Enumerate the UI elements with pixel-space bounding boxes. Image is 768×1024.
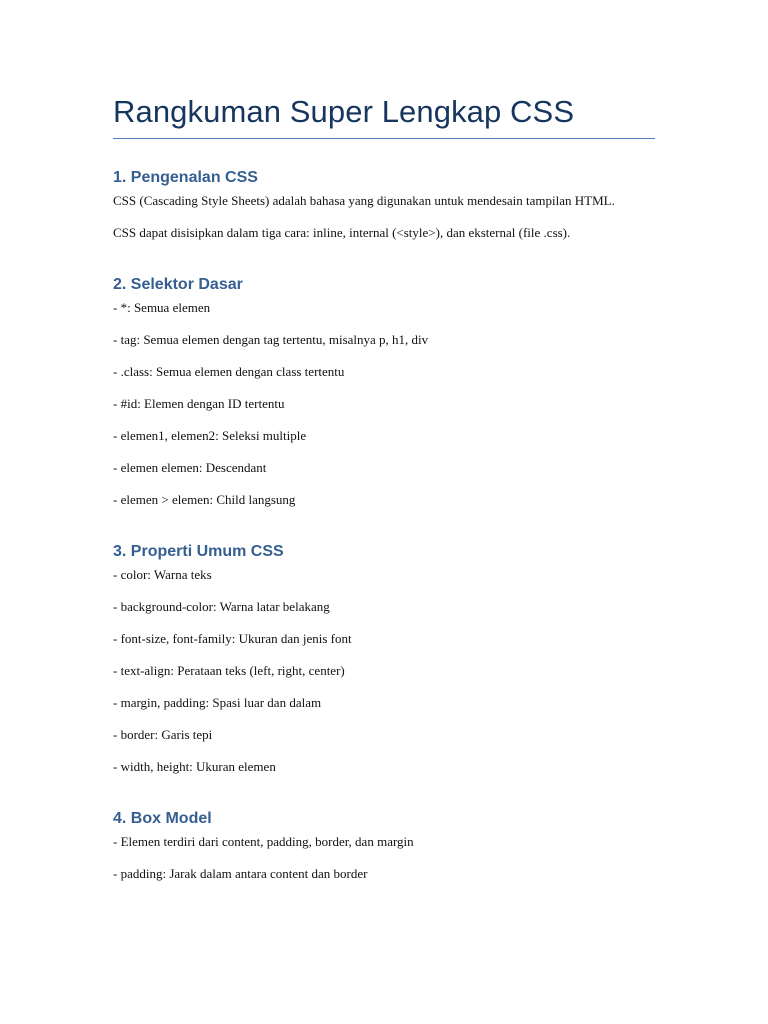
list-item: - margin, padding: Spasi luar dan dalam bbox=[113, 695, 322, 710]
list-item: - #id: Elemen dengan ID tertentu bbox=[113, 396, 285, 411]
section-box-model bbox=[113, 809, 655, 884]
section-heading: 3. Properti Umum CSS bbox=[113, 543, 284, 560]
list-item: - color: Warna teks bbox=[113, 567, 212, 582]
list-item: - elemen > elemen: Child langsung bbox=[113, 492, 296, 507]
section-heading: 4. Box Model bbox=[113, 810, 212, 827]
list-item: - .class: Semua elemen dengan class tertentu bbox=[113, 364, 345, 379]
list-item: - Elemen terdiri dari content, padding, border, dan margin bbox=[113, 834, 414, 849]
section-heading: 2. Selektor Dasar bbox=[113, 276, 243, 293]
list-item: - font-size, font-family: Ukuran dan jenis font bbox=[113, 631, 352, 646]
section-selektor-dasar bbox=[113, 275, 655, 510]
section-heading: 1. Pengenalan CSS bbox=[113, 169, 258, 186]
list-item: - text-align: Perataan teks (left, right, center) bbox=[113, 663, 345, 678]
section-properti-umum-css bbox=[113, 542, 655, 777]
list-item: - elemen1, elemen2: Seleksi multiple bbox=[113, 428, 307, 443]
list-item: - width, height: Ukuran elemen bbox=[113, 759, 276, 774]
section-pengenalan-css bbox=[113, 168, 655, 243]
paragraph: CSS dapat disisipkan dalam tiga cara: inline, internal (<style>), dan eksternal (file .css). bbox=[113, 225, 571, 240]
document-body bbox=[113, 92, 655, 884]
list-item: - elemen elemen: Descendant bbox=[113, 460, 267, 475]
list-item: - *: Semua elemen bbox=[113, 300, 211, 315]
document-title: Rangkuman Super Lengkap CSS bbox=[113, 92, 655, 139]
list-item: - border: Garis tepi bbox=[113, 727, 213, 742]
list-item: - padding: Jarak dalam antara content dan border bbox=[113, 866, 368, 881]
list-item: - background-color: Warna latar belakang bbox=[113, 599, 330, 614]
list-item: - tag: Semua elemen dengan tag tertentu, misalnya p, h1, div bbox=[113, 332, 429, 347]
paragraph: CSS (Cascading Style Sheets) adalah bahasa yang digunakan untuk mendesain tampilan HTML. bbox=[113, 193, 615, 208]
